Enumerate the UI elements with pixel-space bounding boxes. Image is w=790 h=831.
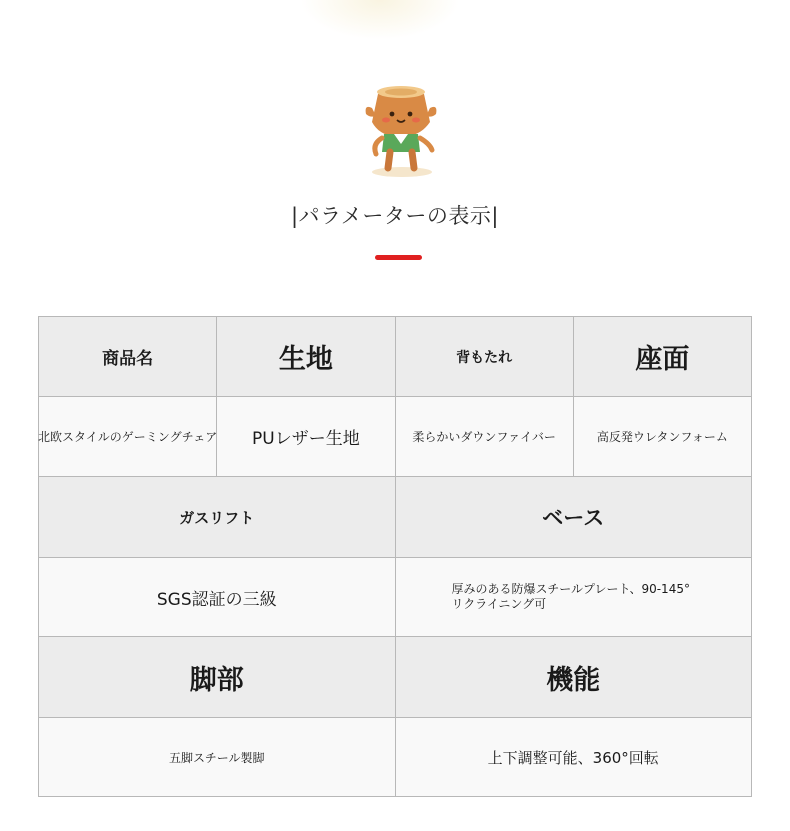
header-seat: 座面 xyxy=(574,317,752,397)
value-seat: 高反発ウレタンフォーム xyxy=(574,397,752,477)
value-backrest: 柔らかいダウンファイバー xyxy=(396,397,574,477)
value-gas-lift: SGS認証の三級 xyxy=(39,558,396,637)
header-gas-lift: ガスリフト xyxy=(39,477,396,558)
header-backrest: 背もたれ xyxy=(396,317,574,397)
table-row xyxy=(39,637,752,718)
header-fabric: 生地 xyxy=(217,317,395,397)
value-base xyxy=(396,558,753,637)
value-product-name: 北欧スタイルのゲーミングチェア xyxy=(39,397,217,477)
table-row xyxy=(39,477,752,558)
header-legs: 脚部 xyxy=(39,637,396,718)
value-base-line2: リクライニング可 xyxy=(451,597,547,611)
table-row xyxy=(39,317,752,397)
value-function: 上下調整可能、360°回転 xyxy=(396,718,753,797)
tree-stump-mascot xyxy=(360,82,440,182)
parameter-table xyxy=(38,316,752,797)
title-underline xyxy=(375,255,422,260)
header-product-name: 商品名 xyxy=(39,317,217,397)
table-row xyxy=(39,558,752,637)
top-glow xyxy=(300,0,460,40)
value-legs: 五脚スチール製脚 xyxy=(39,718,396,797)
section-title: |パラメーターの表示| xyxy=(290,204,500,228)
value-base-line1: 厚みのある防爆スチールプレート、90-145° xyxy=(451,582,690,596)
value-fabric: PUレザー生地 xyxy=(217,397,395,477)
header-base: ベース xyxy=(396,477,753,558)
header-function: 機能 xyxy=(396,637,753,718)
table-row xyxy=(39,397,752,477)
table-row xyxy=(39,718,752,797)
